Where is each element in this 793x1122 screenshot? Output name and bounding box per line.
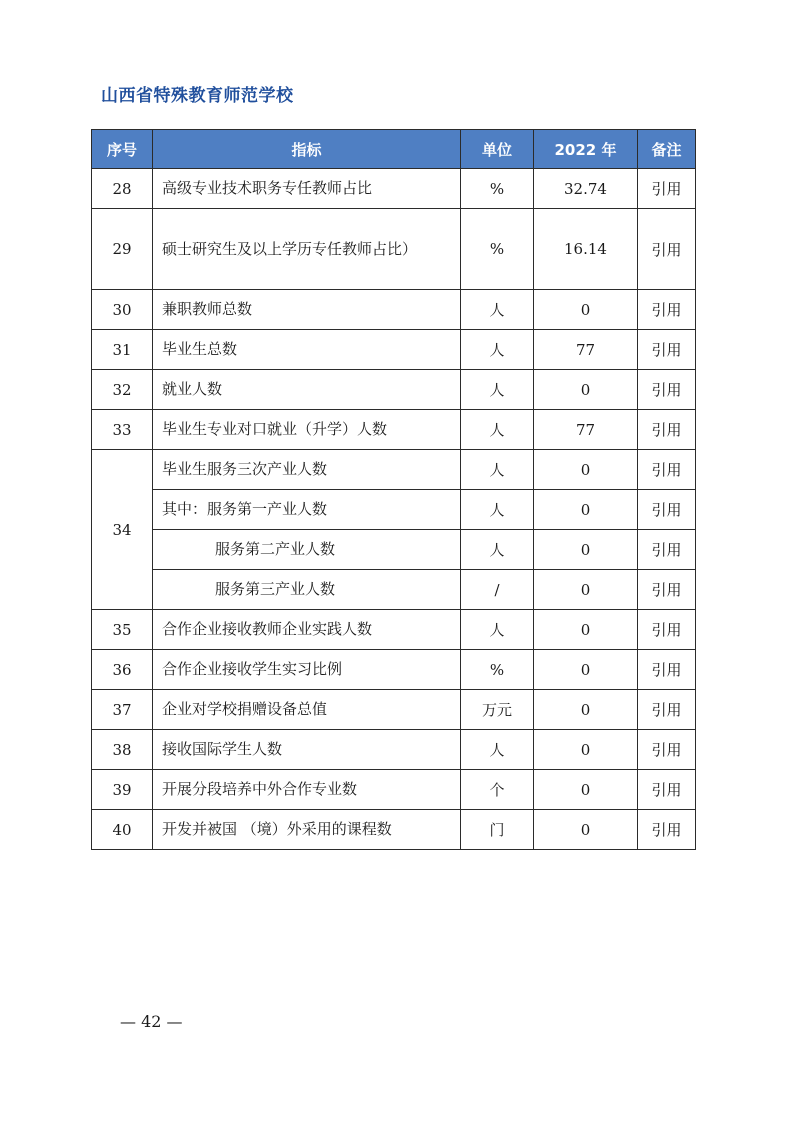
row-unit: % <box>461 209 534 290</box>
row-remark: 引用 <box>638 290 696 330</box>
header-serial-no: 序号 <box>92 130 153 169</box>
school-name: 山西省特殊教育师范学校 <box>101 86 294 106</box>
row-remark: 引用 <box>638 690 696 730</box>
table-row <box>92 410 696 450</box>
row-remark: 引用 <box>638 169 696 209</box>
row-value: 32.74 <box>534 169 638 209</box>
row-unit: 人 <box>461 730 534 770</box>
row-unit: 门 <box>461 810 534 850</box>
row-value: 0 <box>534 650 638 690</box>
row-value: 0 <box>534 570 638 610</box>
row-indicator: 高级专业技术职务专任教师占比 <box>153 169 461 209</box>
row-value: 0 <box>534 730 638 770</box>
row-indicator: 其中：服务第一产业人数 <box>153 490 461 530</box>
row-remark: 引用 <box>638 490 696 530</box>
row-unit: 人 <box>461 290 534 330</box>
row-unit: 人 <box>461 530 534 570</box>
row-indicator: 合作企业接收学生实习比例 <box>153 650 461 690</box>
table-row <box>92 490 696 530</box>
header-remark: 备注 <box>638 130 696 169</box>
row-serial-no: 38 <box>92 730 153 770</box>
row-unit: 人 <box>461 490 534 530</box>
row-value: 0 <box>534 810 638 850</box>
table-row <box>92 770 696 810</box>
table-row <box>92 530 696 570</box>
row-unit: / <box>461 570 534 610</box>
row-indicator: 毕业生服务三次产业人数 <box>153 450 461 490</box>
row-value: 0 <box>534 290 638 330</box>
row-indicator: 服务第三产业人数 <box>153 570 461 610</box>
table-row <box>92 570 696 610</box>
row-remark: 引用 <box>638 410 696 450</box>
table-row <box>92 690 696 730</box>
row-value: 0 <box>534 690 638 730</box>
row-indicator: 企业对学校捐赠设备总值 <box>153 690 461 730</box>
row-serial-no: 30 <box>92 290 153 330</box>
row-unit: 人 <box>461 610 534 650</box>
statistics-table <box>91 129 696 850</box>
row-unit: 人 <box>461 330 534 370</box>
row-indicator: 兼职教师总数 <box>153 290 461 330</box>
row-remark: 引用 <box>638 570 696 610</box>
row-serial-no: 29 <box>92 209 153 290</box>
row-value: 77 <box>534 410 638 450</box>
row-remark: 引用 <box>638 730 696 770</box>
row-indicator: 合作企业接收教师企业实践人数 <box>153 610 461 650</box>
table-row <box>92 810 696 850</box>
row-value: 0 <box>534 530 638 570</box>
row-remark: 引用 <box>638 330 696 370</box>
row-serial-no: 31 <box>92 330 153 370</box>
row-indicator: 毕业生专业对口就业（升学）人数 <box>153 410 461 450</box>
row-serial-no: 40 <box>92 810 153 850</box>
row-unit: 人 <box>461 450 534 490</box>
table-row <box>92 330 696 370</box>
row-unit: 人 <box>461 410 534 450</box>
row-remark: 引用 <box>638 610 696 650</box>
row-value: 0 <box>534 770 638 810</box>
header-unit: 单位 <box>461 130 534 169</box>
row-value: 0 <box>534 450 638 490</box>
row-indicator: 就业人数 <box>153 370 461 410</box>
table-row <box>92 290 696 330</box>
row-indicator: 服务第二产业人数 <box>153 530 461 570</box>
row-remark: 引用 <box>638 370 696 410</box>
table-row <box>92 370 696 410</box>
table-row <box>92 610 696 650</box>
table-header-row <box>92 130 696 169</box>
row-value: 0 <box>534 490 638 530</box>
row-serial-no: 37 <box>92 690 153 730</box>
row-remark: 引用 <box>638 770 696 810</box>
row-serial-no: 33 <box>92 410 153 450</box>
row-serial-no: 39 <box>92 770 153 810</box>
row-indicator: 开展分段培养中外合作专业数 <box>153 770 461 810</box>
row-unit: 个 <box>461 770 534 810</box>
row-serial-no: 35 <box>92 610 153 650</box>
table-row <box>92 169 696 209</box>
header-year-2022: 2022 年 <box>534 130 638 169</box>
row-serial-no: 28 <box>92 169 153 209</box>
table-row <box>92 450 696 490</box>
row-remark: 引用 <box>638 650 696 690</box>
row-unit: 万元 <box>461 690 534 730</box>
row-indicator: 毕业生总数 <box>153 330 461 370</box>
row-remark: 引用 <box>638 209 696 290</box>
table-row <box>92 650 696 690</box>
row-value: 77 <box>534 330 638 370</box>
row-remark: 引用 <box>638 810 696 850</box>
row-serial-no: 32 <box>92 370 153 410</box>
row-indicator: 开发并被国 （境）外采用的课程数 <box>153 810 461 850</box>
header-indicator: 指标 <box>153 130 461 169</box>
row-indicator: 硕士研究生及以上学历专任教师占比） <box>153 209 461 290</box>
row-remark: 引用 <box>638 450 696 490</box>
page-number: — 42 — <box>120 1012 183 1031</box>
row-unit: % <box>461 650 534 690</box>
table-row <box>92 730 696 770</box>
table-row <box>92 209 696 290</box>
row-serial-no: 34 <box>92 450 153 610</box>
row-unit: 人 <box>461 370 534 410</box>
row-serial-no: 36 <box>92 650 153 690</box>
row-indicator: 接收国际学生人数 <box>153 730 461 770</box>
row-value: 0 <box>534 370 638 410</box>
row-value: 0 <box>534 610 638 650</box>
row-value: 16.14 <box>534 209 638 290</box>
row-unit: % <box>461 169 534 209</box>
row-remark: 引用 <box>638 530 696 570</box>
